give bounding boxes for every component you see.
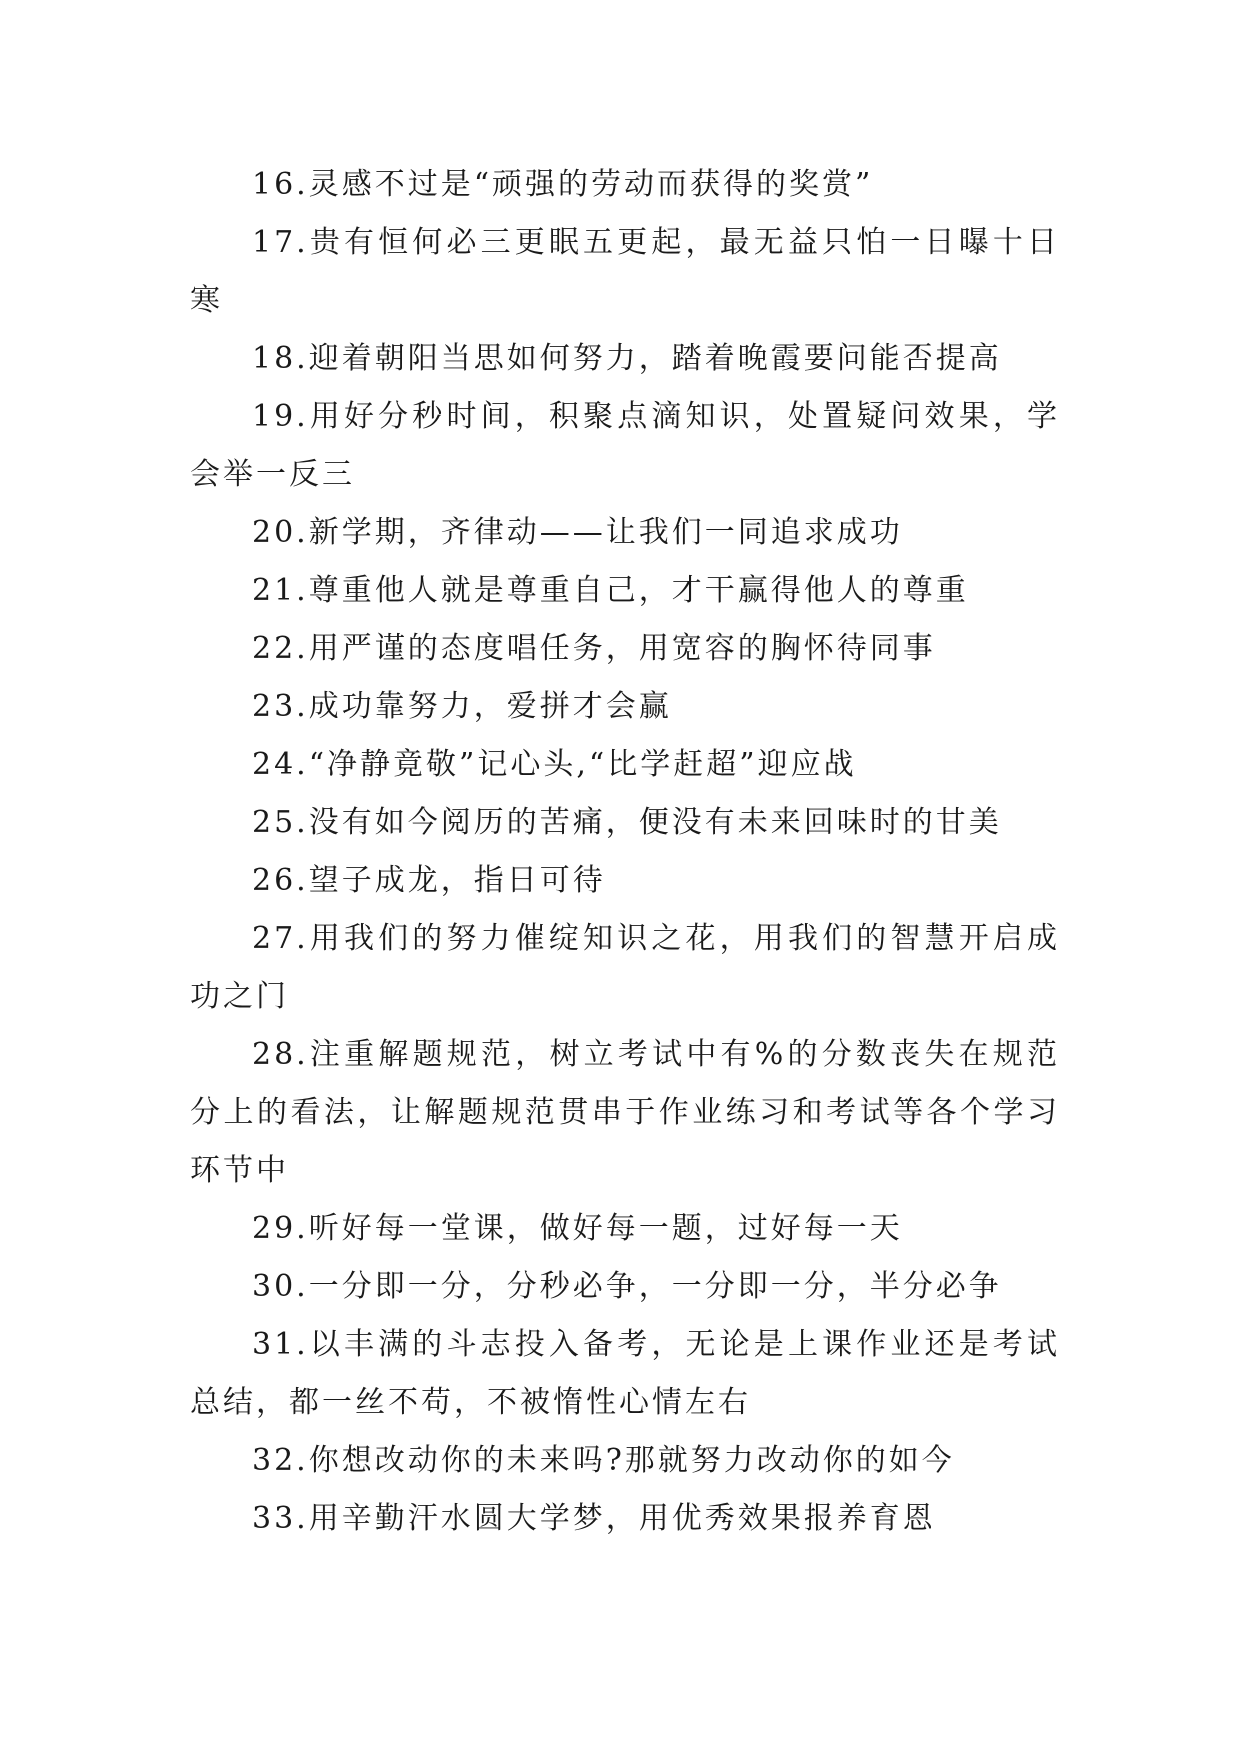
slogan-item-31: 31.以丰满的斗志投入备考，无论是上课作业还是考试总结，都一丝不苟，不被惰性心情左右 [190,1327,1060,1420]
slogan-item-19: 19.用好分秒时间，积聚点滴知识，处置疑问效果，学会举一反三 [190,399,1060,492]
slogan-item-18: 18.迎着朝阳当思如何努力，踏着晚霞要问能否提高 [252,341,1002,376]
slogan-item-17: 17.贵有恒何必三更眠五更起，最无益只怕一日曝十日寒 [190,225,1060,318]
slogan-item-29: 29.听好每一堂课，做好每一题，过好每一天 [252,1211,903,1246]
slogan-item-33: 33.用辛勤汗水圆大学梦，用优秀效果报养育恩 [252,1501,936,1536]
slogan-list [190,156,1060,1548]
slogan-item-20: 20.新学期，齐律动——让我们一同追求成功 [252,515,903,550]
slogan-item-24: 24.“净静竟敬”记心头,“比学赶超”迎应战 [252,747,857,782]
slogan-item-21: 21.尊重他人就是尊重自己，才干赢得他人的尊重 [252,573,969,608]
slogan-item-26: 26.望子成龙，指日可待 [252,863,606,898]
slogan-item-23: 23.成功靠努力，爱拼才会赢 [252,689,672,724]
slogan-item-22: 22.用严谨的态度唱任务，用宽容的胸怀待同事 [252,631,936,666]
slogan-item-16: 16.灵感不过是“顽强的劳动而获得的奖赏” [252,167,874,202]
slogan-item-30: 30.一分即一分，分秒必争，一分即一分，半分必争 [252,1269,1002,1304]
slogan-item-28: 28.注重解题规范，树立考试中有%的分数丧失在规范分上的看法，让解题规范贯串于作业练习和考试等各个学习环节中 [190,1037,1060,1188]
slogan-item-32: 32.你想改动你的未来吗?那就努力改动你的如今 [252,1443,955,1478]
slogan-item-27: 27.用我们的努力催绽知识之花，用我们的智慧开启成功之门 [190,921,1060,1014]
slogan-item-25: 25.没有如今阅历的苦痛，便没有未来回味时的甘美 [252,805,1002,840]
